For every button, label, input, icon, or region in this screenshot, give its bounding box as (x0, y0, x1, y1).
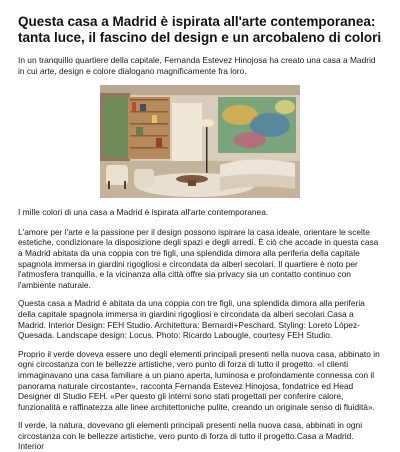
living-room-photo (100, 85, 300, 198)
living-room-illustration (100, 85, 300, 198)
article-title: Questa casa a Madrid è ispirata all'arte contemporanea: tanta luce, il fascino del design e un arcobaleno di colori (18, 14, 382, 45)
body-paragraph-2: Questa casa a Madrid è abitata da una coppia con tre figli, una splendida dimora alla periferia della capitale spagnola immersa in giardini rigogliosi e circondata da alberi secolari.Casa a Madrid. Interior Design: FEH Studio. Architettura: Bernardi+Peschard. Styling: Loreto López-Quesada. Landscape design: Locus. Photo: Ricardo Labougle, courtesy FEH Studio. (18, 298, 365, 341)
body-paragraph-1: L'amore per l'arte e la passione per il design possono ispirare la casa ideale, orientare le scelte estetiche, condizionare la disposizione degli spazi e degli arredi. È ciò che accade in questa casa a Madrid abitata da una coppia con tre figli, una splendida dimora alla periferia della capitale spagnola immersa in giardini rigogliosi e circondata da alberi secolari. Il quartiere è noto per l'atmosfera tranquilla, e la vicinanza alla città offre sia privacy sia un contatto continuo con l'ambiente naturale. (18, 226, 379, 290)
body-paragraph-3: Proprio il verde doveva essere uno degli elementi principali presenti nella nuova casa, abbinato in ogni circostanza con le bellezze artistiche, vero punto di forza di tutto il progetto. «I clienti immaginavano una casa familiare a un piano aperta, luminosa e profondamente connessa con il panorama naturale circostante», racconta Fernanda Estevez Hinojosa, fondatrice ed Head Designer di Studio FEH. «Per questo gli interni sono stati progettati per conferire calore, funzionalità e raffinatezza alle linee architettoniche pulite, creando un originale senso di fluidità». (18, 348, 380, 412)
article-lead: In un tranquillo quartiere della capitale, Fernanda Estevez Hinojosa ha creato una casa a Madrid in cui arte, design e colore dialogano magnificamente fra loro. (18, 55, 376, 76)
image-caption: I mille colori di una casa a Madrid è ispirata all'arte contemporanea. (18, 207, 269, 218)
body-paragraph-4: Il verde, la natura, dovevano gli elementi principali presenti nella nuova casa, abbinati in ogni circostanza con le bellezze artistiche, vero punto di forza di tutto il progetto.Casa a Madrid. Interior (18, 420, 363, 452)
